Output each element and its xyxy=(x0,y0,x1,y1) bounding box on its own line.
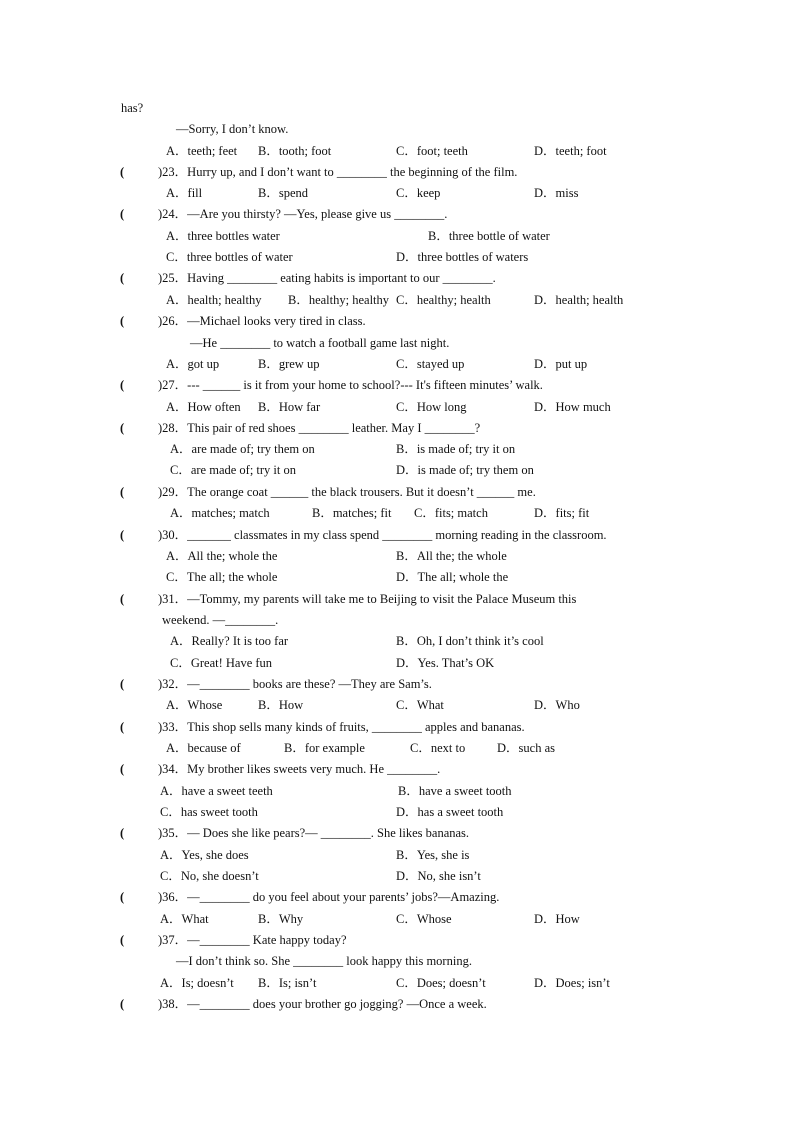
answer-option: A．Whose xyxy=(166,698,223,712)
answer-option: A．three bottles water xyxy=(166,229,280,243)
answer-bracket: ( xyxy=(120,485,125,499)
answer-option: B．healthy; healthy xyxy=(288,293,390,307)
answer-option: B．Oh, I don’t think it’s cool xyxy=(396,634,544,648)
question-stem: )38．—________ does your brother go jogging? —Once a week. xyxy=(158,997,487,1011)
question-stem: )24．—Are you thirsty? —Yes, please give us ________. xyxy=(158,207,448,221)
answer-bracket: ( xyxy=(120,997,125,1011)
answer-bracket: ( xyxy=(120,207,125,221)
question-stem: )26．—Michael looks very tired in class. xyxy=(158,314,366,328)
answer-bracket: ( xyxy=(120,421,125,435)
question-stem: )25．Having ________ eating habits is important to our ________. xyxy=(158,271,496,285)
question-stem: )36．—________ do you feel about your parents’ jobs?—Amazing. xyxy=(158,890,500,904)
answer-option: B．Is; isn’t xyxy=(258,976,317,990)
answer-option: A．have a sweet teeth xyxy=(160,784,273,798)
question-text: weekend. —________. xyxy=(162,613,279,627)
answer-option: A．matches; match xyxy=(170,506,270,520)
question-stem: )37．—________ Kate happy today? xyxy=(158,933,347,947)
answer-bracket: ( xyxy=(120,314,125,328)
answer-option: A．are made of; try them on xyxy=(170,442,315,456)
answer-option: B．spend xyxy=(258,186,309,200)
answer-bracket: ( xyxy=(120,271,125,285)
answer-option: C．three bottles of water xyxy=(166,250,293,264)
answer-option: D．No, she isn’t xyxy=(396,869,481,883)
answer-option: C．What xyxy=(396,698,444,712)
question-stem: )35．— Does she like pears?— ________. She likes bananas. xyxy=(158,826,470,840)
question-stem: )28．This pair of red shoes ________ leather. May I ________? xyxy=(158,421,481,435)
answer-option: B．How xyxy=(258,698,304,712)
answer-option: D．How xyxy=(534,912,580,926)
answer-option: D．Yes. That’s OK xyxy=(396,656,495,670)
answer-option: A．How often xyxy=(166,400,241,414)
answer-option: A．got up xyxy=(166,357,220,371)
answer-option: C．healthy; health xyxy=(396,293,491,307)
answer-option: B．for example xyxy=(284,741,365,755)
answer-bracket: ( xyxy=(120,528,125,542)
answer-option: B．matches; fit xyxy=(312,506,392,520)
answer-option: A．health; healthy xyxy=(166,293,262,307)
answer-option: D．has a sweet tooth xyxy=(396,805,504,819)
answer-option: B．How far xyxy=(258,400,321,414)
question-stem: )27．--- ______ is it from your home to school?--- It's fifteen minutes’ walk. xyxy=(158,378,543,392)
answer-option: B．is made of; try it on xyxy=(396,442,516,456)
answer-option: D．The all; whole the xyxy=(396,570,509,584)
question-text: has? xyxy=(121,101,144,115)
answer-option: D．Does; isn’t xyxy=(534,976,610,990)
answer-option: D．such as xyxy=(497,741,555,755)
answer-option: C．keep xyxy=(396,186,441,200)
question-stem: )30．_______ classmates in my class spend ________ morning reading in the classroom. xyxy=(158,528,607,542)
answer-option: D．put up xyxy=(534,357,588,371)
answer-option: C．fits; match xyxy=(414,506,488,520)
answer-option: C．stayed up xyxy=(396,357,465,371)
answer-option: D．teeth; foot xyxy=(534,144,607,158)
answer-option: B．three bottle of water xyxy=(428,229,550,243)
answer-option: C．next to xyxy=(410,741,466,755)
answer-option: C．are made of; try it on xyxy=(170,463,297,477)
answer-option: C．Whose xyxy=(396,912,452,926)
answer-bracket: ( xyxy=(120,826,125,840)
question-text: —I don’t think so. She ________ look happy this morning. xyxy=(176,954,472,968)
question-stem: )33．This shop sells many kinds of fruits, ________ apples and bananas. xyxy=(158,720,525,734)
answer-option: B．have a sweet tooth xyxy=(398,784,512,798)
answer-bracket: ( xyxy=(120,720,125,734)
question-text: —Sorry, I don’t know. xyxy=(176,122,289,136)
answer-option: B．Why xyxy=(258,912,304,926)
answer-option: B．tooth; foot xyxy=(258,144,332,158)
answer-option: A．teeth; feet xyxy=(166,144,238,158)
answer-option: A．Really? It is too far xyxy=(170,634,289,648)
answer-bracket: ( xyxy=(120,378,125,392)
question-stem: )34．My brother likes sweets very much. He ________. xyxy=(158,762,441,776)
answer-bracket: ( xyxy=(120,933,125,947)
answer-option: C．Does; doesn’t xyxy=(396,976,486,990)
answer-option: C．has sweet tooth xyxy=(160,805,258,819)
answer-option: D．Who xyxy=(534,698,580,712)
answer-option: A．because of xyxy=(166,741,241,755)
answer-bracket: ( xyxy=(120,890,125,904)
question-stem: )23．Hurry up, and I don’t want to ________ the beginning of the film. xyxy=(158,165,518,179)
question-stem: )32．—________ books are these? —They are Sam’s. xyxy=(158,677,432,691)
answer-option: C．foot; teeth xyxy=(396,144,468,158)
answer-bracket: ( xyxy=(120,762,125,776)
answer-bracket: ( xyxy=(120,592,125,606)
answer-option: D．miss xyxy=(534,186,579,200)
answer-option: D．is made of; try them on xyxy=(396,463,534,477)
answer-option: A．Is; doesn’t xyxy=(160,976,234,990)
answer-option: C．No, she doesn’t xyxy=(160,869,259,883)
answer-bracket: ( xyxy=(120,165,125,179)
answer-option: D．three bottles of waters xyxy=(396,250,529,264)
answer-option: B．All the; the whole xyxy=(396,549,507,563)
answer-option: C．Great! Have fun xyxy=(170,656,273,670)
answer-option: D．health; health xyxy=(534,293,624,307)
answer-option: B．Yes, she is xyxy=(396,848,470,862)
answer-option: D．fits; fit xyxy=(534,506,590,520)
answer-option: C．The all; the whole xyxy=(166,570,278,584)
answer-option: A．All the; whole the xyxy=(166,549,278,563)
answer-option: A．fill xyxy=(166,186,203,200)
question-stem: )29．The orange coat ______ the black trousers. But it doesn’t ______ me. xyxy=(158,485,536,499)
question-text: —He ________ to watch a football game last night. xyxy=(190,336,450,350)
answer-option: C．How long xyxy=(396,400,467,414)
question-stem: )31．—Tommy, my parents will take me to Beijing to visit the Palace Museum this xyxy=(158,592,577,606)
answer-option: A．Yes, she does xyxy=(160,848,249,862)
answer-bracket: ( xyxy=(120,677,125,691)
answer-option: A．What xyxy=(160,912,209,926)
answer-option: D．How much xyxy=(534,400,611,414)
answer-option: B．grew up xyxy=(258,357,320,371)
